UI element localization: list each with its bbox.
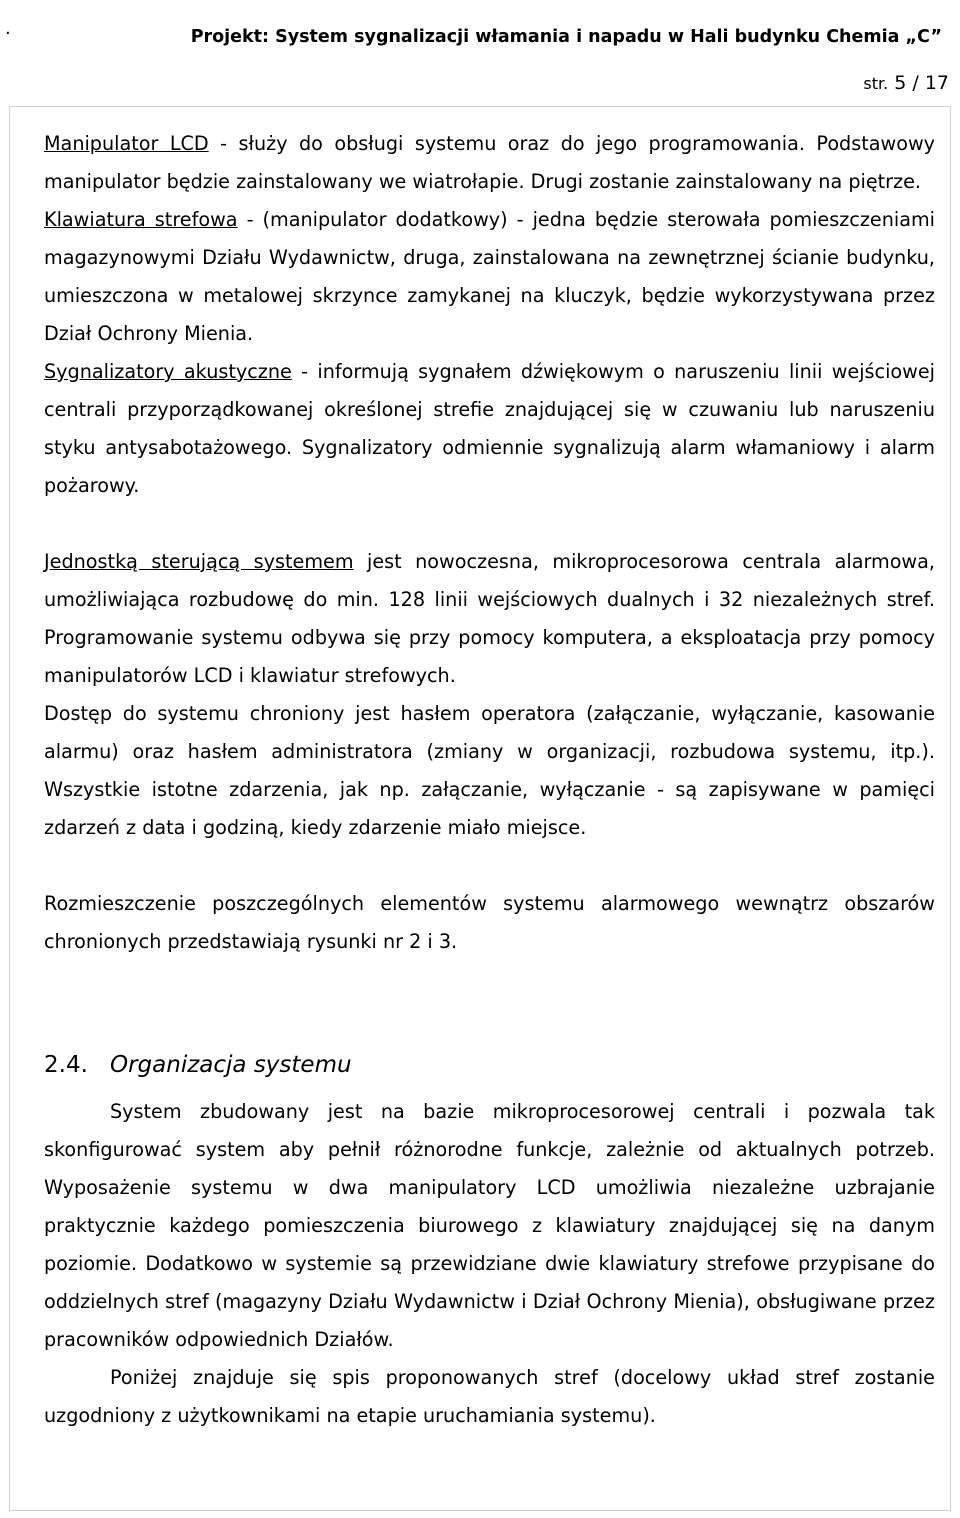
header-dot: . — [5, 18, 11, 39]
paragraph-jednostka — [44, 543, 935, 695]
page-label: str. — [863, 74, 889, 93]
term-jednostka-sterujaca: Jednostką sterującą systemem — [44, 550, 354, 573]
paragraph-sygnalizatory — [44, 353, 935, 505]
section-heading — [44, 1037, 935, 1093]
paragraph-organizacja: System zbudowany jest na bazie mikroprocesorowej centrali i pozwala tak skonfigurować system aby pełnił różnorodne funkcje, zależnie od aktualnych potrzeb. Wyposażenie systemu w dwa manipulatory LCD umożliwia niezależne uzbrajanie praktycznie każdego pomieszczenia biurowego z klawiatury znajdującej się na danym poziomie. Dodatkowo w systemie są przewidziane dwie klawiatury strefowe przypisane do oddzielnych stref (magazyny Działu Wydawnictw i Dział Ochrony Mienia), obsługiwane przez pracowników odpowiednich Działów. — [44, 1100, 935, 1351]
project-title: Projekt: System sygnalizacji włamania i napadu w Hali budynku Chemia „C” — [190, 27, 942, 47]
paragraph-text: - służy do obsługi systemu oraz do jego programowania. Podstawowy manipulator będzie zainstalowany we wiatrołapie. Drugi zostanie zainstalowany na piętrze. — [44, 132, 935, 193]
paragraph-text: - informują sygnałem dźwiękowym o naruszeniu linii wejściowej centrali przyporządkowanej określonej strefie znajdującej się w czuwaniu lub naruszeniu styku antysabotażowego. Sygnalizatory odmiennie sygnalizują alarm włamaniowy i alarm pożarowy. — [44, 360, 935, 497]
paragraph-manipulator — [44, 125, 935, 201]
term-sygnalizatory-akustyczne: Sygnalizatory akustyczne — [44, 360, 292, 383]
paragraph-rozmieszczenie: Rozmieszczenie poszczególnych elementów systemu alarmowego wewnątrz obszarów chronionych przedstawiają rysunki nr 2 i 3. — [44, 892, 935, 953]
paragraph-text: jest nowoczesna, mikroprocesorowa centrala alarmowa, umożliwiająca rozbudowę do min. 128 linii wejściowych dualnych i 32 niezależnych stref. Programowanie systemu odbywa się przy pomocy komputera, a eksploatacja przy pomocy manipulatorów LCD i klawiatur strefowych. — [44, 550, 935, 687]
section-number: 2.4. — [44, 1052, 88, 1078]
page-number-value: 5 / 17 — [894, 72, 949, 94]
paragraph-strefy: Poniżej znajduje się spis proponowanych stref (docelowy układ stref zostanie uzgodniony z użytkownikami na etapie uruchamiania systemu). — [44, 1366, 935, 1427]
document-body — [44, 125, 935, 1435]
section-title: Organizacja systemu — [110, 1052, 352, 1078]
paragraph-text: - (manipulator dodatkowy) - jedna będzie sterowała pomieszczeniami magazynowymi Działu Wydawnictw, druga, zainstalowana na zewnętrznej ścianie budynku, umieszczona w metalowej skrzynce zamykanej na kluczyk, będzie wykorzystywana przez Dział Ochrony Mienia. — [44, 208, 935, 345]
page-number — [863, 72, 949, 94]
term-klawiatura-strefowa: Klawiatura strefowa — [44, 208, 238, 231]
term-manipulator-lcd: Manipulator LCD — [44, 132, 209, 155]
paragraph-klawiatura — [44, 201, 935, 353]
paragraph-dostep: Dostęp do systemu chroniony jest hasłem operatora (załączanie, wyłączanie, kasowanie alarmu) oraz hasłem administratora (zmiany w organizacji, rozbudowa systemu, itp.). Wszystkie istotne zdarzenia, jak np. załączanie, wyłączanie - są zapisywane w pamięci zdarzeń z data i godziną, kiedy zdarzenie miało miejsce. — [44, 702, 935, 839]
